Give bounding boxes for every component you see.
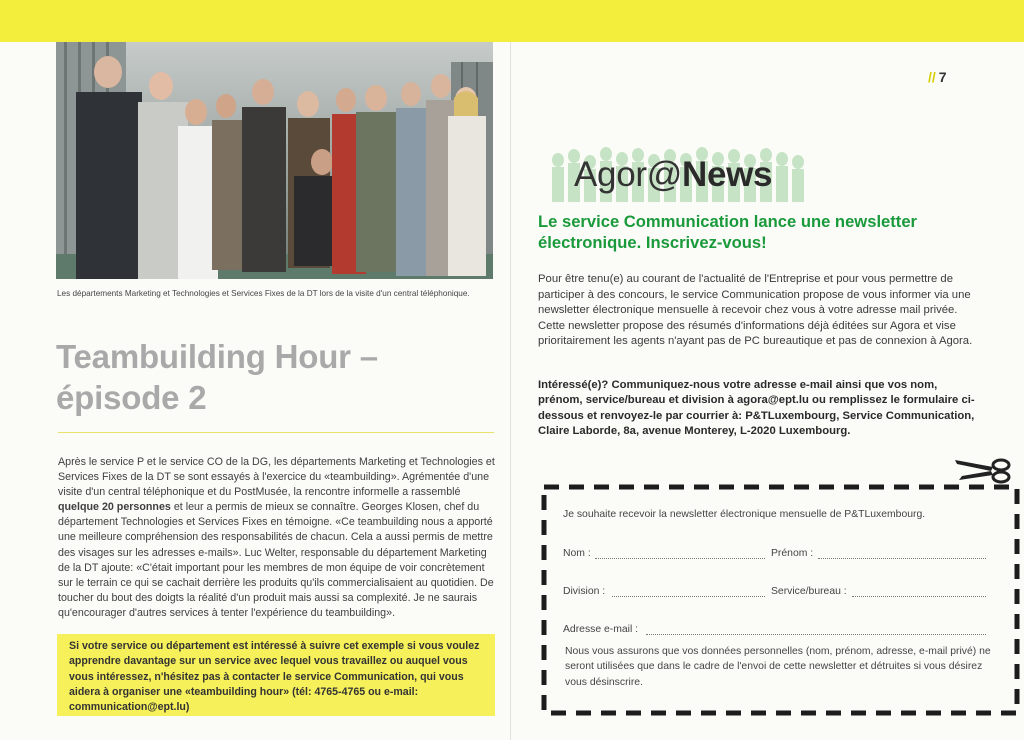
body-text-a: Après le service P et le service CO de la DG, les départements Marketing et Technologies et Services Fixes de la DT se sont essayés à l'exercice du «teambuilding». Agrémentée d'une visite d'un central téléphonique et du PostMusée, la rencontre informelle a rassemblé	[58, 456, 495, 499]
email-label: Adresse e-mail :	[563, 624, 639, 635]
body-highlight: quelque 20 personnes	[58, 501, 171, 514]
photo-caption: Les départements Marketing et Technologies et Services Fixes de la DT lors de la visite d'un central téléphonique.	[57, 289, 470, 298]
agora-news-logo	[574, 155, 772, 195]
service-label: Service/bureau :	[771, 586, 847, 597]
page-number-value: 7	[938, 69, 947, 85]
division-field[interactable]	[612, 596, 765, 597]
newsletter-headline: Le service Communication lance une newsletter électronique. Inscrivez-vous!	[538, 212, 918, 252]
prenom-label: Prénom :	[771, 548, 814, 559]
email-field[interactable]	[646, 634, 986, 635]
top-yellow-band	[0, 0, 1024, 42]
contact-callout	[57, 634, 495, 716]
logo-news: News	[681, 155, 773, 194]
callout-email-link[interactable]: communication@ept.lu	[69, 701, 186, 714]
article-body	[58, 455, 496, 621]
article-title	[56, 336, 496, 418]
coupon-intro: Je souhaite recevoir la newsletter électronique mensuelle de P&TLuxembourg.	[563, 509, 926, 520]
title-rule	[58, 432, 494, 433]
scissors-icon	[949, 456, 1021, 486]
logo-agora: Agor@	[574, 155, 682, 194]
page-number	[928, 69, 947, 85]
newsletter-intro: Pour être tenu(e) au courant de l'actualité de l'Entreprise et pour vous permettre de participer à des concours, le service Communication propose de vous informer via une newsletter électronique mensuelle à recevoir chez vous à votre adresse mail privée. Cette newsletter propose des résumés d'informations déjà éditées sur Agora et vise prioritairement les agents n'ayant pas de PC bureautique et pas de connexion à Agora.	[538, 273, 973, 348]
body-text-b: et leur a permis de mieux se connaître. Georges Klosen, chef du département Technologies et Services Fixes en témoigne. «Ce teambuilding nous a apporté une meilleure compréhension des responsabilités de chacun. Cela a aussi permis de mettre des visages sur les adresses e-mails». Luc Welter, responsable du département Marketing de la DT ajoute: «C'était important pour les membres de mon équipe de voir concrètement sur le terrain ce qui se cachait derrière les produits qu'ils commercialisaient au quotidien. De toucher du bout des doigts la réalité d'un produit mais aussi sa complexité. Je ne saurais qu'encourager d'autres services à tenter l'expérience du teambuilding».	[58, 501, 494, 619]
newsletter-call-to-action: Intéressé(e)? Communiquez-nous votre adresse e-mail ainsi que vos nom, prénom, service/bureau et division à agora@ept.lu ou remplissez le formulaire ci-dessous et renvoyez-le par courrier à: P&TLuxembourg, Service Communication, Claire Laborde, 8a, avenue Monterey, L-2020 Luxembourg.	[538, 379, 975, 438]
division-label: Division :	[563, 586, 606, 597]
privacy-notice: Nous vous assurons que vos données personnelles (nom, prénom, adresse, e-mail privé) ne seront utilisées que dans le cadre de l'envoi de cette newsletter et détruites si vous désirez vous désinscrire.	[565, 646, 991, 688]
title-line-2: épisode 2	[56, 379, 207, 416]
nom-label: Nom :	[563, 548, 591, 559]
callout-end: )	[185, 701, 190, 714]
page-gutter	[510, 42, 511, 740]
page-slashes: //	[928, 69, 936, 85]
prenom-field[interactable]	[818, 558, 986, 559]
group-photo	[56, 42, 493, 279]
nom-field[interactable]	[595, 558, 765, 559]
callout-text: Si votre service ou département est intéressé à suivre cet exemple si vous voulez apprendre davantage sur un service avec lequel vous travaillez ou auquel vous vous intéressez, n'hésitez pas à contacter le service Communication, qui vous aidera à organiser une «teambuilding hour» (tél: 4765-4765 ou e-mail:	[69, 640, 480, 698]
title-line-1: Teambuilding Hour –	[56, 338, 378, 375]
service-field[interactable]	[852, 596, 986, 597]
